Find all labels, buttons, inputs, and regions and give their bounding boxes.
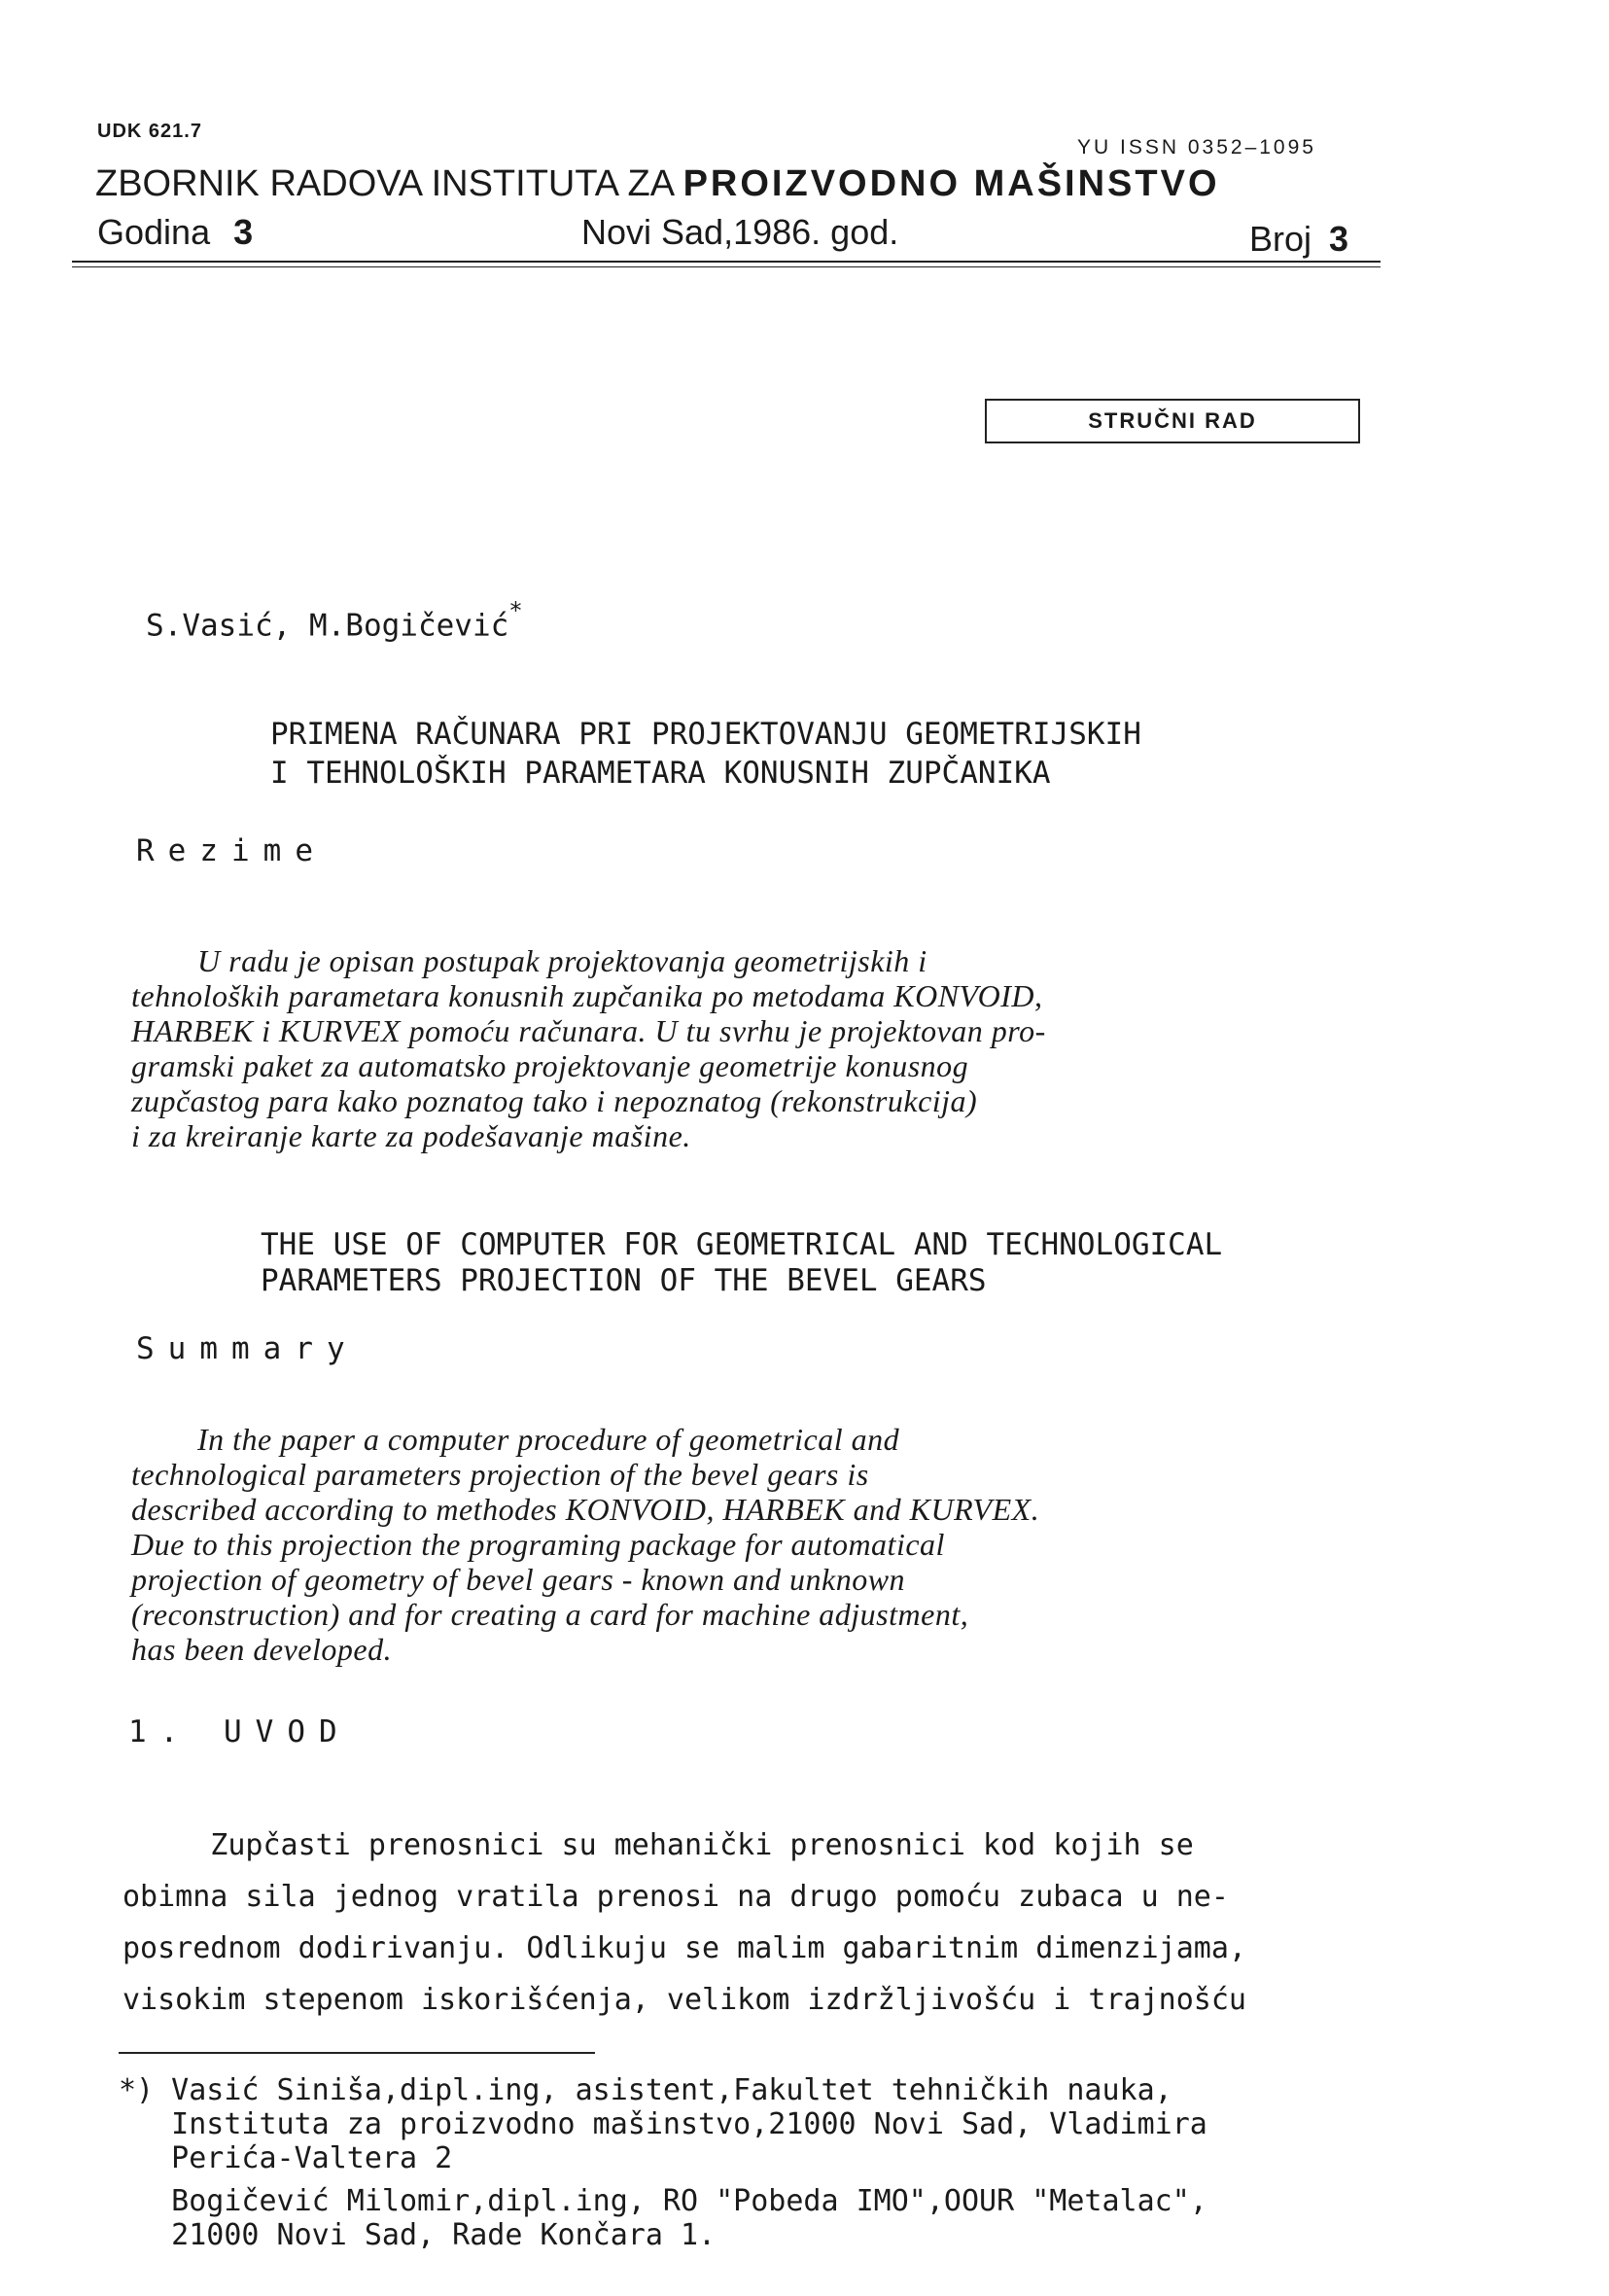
- header-rule: [72, 261, 1381, 263]
- udk-code: UDK 621.7: [97, 121, 202, 142]
- rezime-line-6: i za kreiranje karte za podešavanje mašine.: [131, 1118, 691, 1153]
- rezime-line-5: zupčastog para kako poznatog tako i nepoznatog (rekonstrukcija): [131, 1083, 978, 1118]
- issue-label: Broj: [1249, 219, 1312, 259]
- intro-line-4: visokim stepenom iskorišćenja, velikom izdržljivošću i trajnošću: [122, 1983, 1246, 2017]
- rezime-line-3: HARBEK i KURVEX pomoću računara. U tu svrhu je projektovan pro-: [131, 1013, 1046, 1048]
- summary-line-7: has been developed.: [131, 1632, 393, 1667]
- rezime-heading: Rezime: [136, 833, 327, 868]
- paper-type-box: [985, 399, 1360, 443]
- footnote-line-2: Instituta za proizvodno mašinstvo,21000 Novi Sad, Vladimira: [119, 2107, 1207, 2141]
- authors: [146, 597, 523, 644]
- header-rule-thin: [72, 266, 1381, 267]
- summary-line-2: technological parameters projection of the bevel gears is: [131, 1457, 869, 1492]
- rezime-line-4: gramski paket za automatsko projektovanje geometrije konusnog: [131, 1048, 969, 1083]
- paper-type-label: STRUČNI RAD: [1088, 408, 1257, 433]
- footnote-line-5: 21000 Novi Sad, Rade Končara 1.: [119, 2218, 717, 2252]
- footnote-line-4: Bogičević Milomir,dipl.ing, RO "Pobeda IMO",OOUR "Metalac",: [119, 2184, 1207, 2218]
- title-en-line-2: PARAMETERS PROJECTION OF THE BEVEL GEARS: [261, 1263, 987, 1298]
- intro-line-1: Zupčasti prenosnici su mehanički prenosnici kod kojih se: [122, 1828, 1194, 1862]
- summary-line-4: Due to this projection the programing package for automatical: [131, 1527, 945, 1562]
- rezime-line-1: U radu je opisan postupak projektovanja geometrijskih i: [131, 943, 927, 978]
- author-footnote-mark: *: [508, 597, 523, 624]
- place-date: Novi Sad,1986. god.: [581, 212, 899, 252]
- title-en-line-1: THE USE OF COMPUTER FOR GEOMETRICAL AND TECHNOLOGICAL: [261, 1227, 1223, 1262]
- journal-title: [95, 163, 1220, 205]
- intro-line-3: posrednom dodirivanju. Odlikuju se malim gabaritnim dimenzijama,: [122, 1931, 1246, 1965]
- journal-year: [97, 212, 253, 253]
- rezime-line-2: tehnoloških parametara konusnih zupčanika po metodama KONVOID,: [131, 978, 1043, 1013]
- title-sr-line-2: I TEHNOLOŠKIH PARAMETARA KONUSNIH ZUPČANIKA: [270, 756, 1051, 791]
- summary-line-5: projection of geometry of bevel gears - known and unknown: [131, 1562, 906, 1597]
- summary-line-3: described according to methodes KONVOID, HARBEK and KURVEX.: [131, 1492, 1040, 1527]
- intro-line-2: obimna sila jednog vratila prenosi na drugo pomoću zubaca u ne-: [122, 1880, 1229, 1914]
- issue-value: 3: [1329, 219, 1349, 259]
- journal-issue: [1249, 219, 1348, 260]
- issn-number: YU ISSN 0352–1095: [1077, 136, 1316, 159]
- footnote-line-1: *) Vasić Siniša,dipl.ing, asistent,Fakultet tehničkih nauka,: [119, 2073, 1172, 2107]
- journal-title-bold: PROIZVODNO MAŠINSTVO: [682, 163, 1220, 204]
- title-sr-line-1: PRIMENA RAČUNARA PRI PROJEKTOVANJU GEOMETRIJSKIH: [270, 717, 1141, 752]
- summary-heading: Summary: [136, 1331, 359, 1366]
- journal-title-plain: ZBORNIK RADOVA INSTITUTA ZA: [95, 163, 683, 204]
- authors-names: S.Vasić, M.Bogičević: [146, 608, 509, 644]
- year-value: 3: [233, 212, 254, 252]
- year-label: Godina: [97, 212, 211, 252]
- footnote-line-3: Perića-Valtera 2: [119, 2141, 453, 2175]
- section-heading-uvod: 1. UVOD: [128, 1714, 351, 1749]
- summary-line-1: In the paper a computer procedure of geometrical and: [131, 1422, 900, 1457]
- summary-line-6: (reconstruction) and for creating a card for machine adjustment,: [131, 1597, 969, 1632]
- footnote-rule: [119, 2052, 595, 2054]
